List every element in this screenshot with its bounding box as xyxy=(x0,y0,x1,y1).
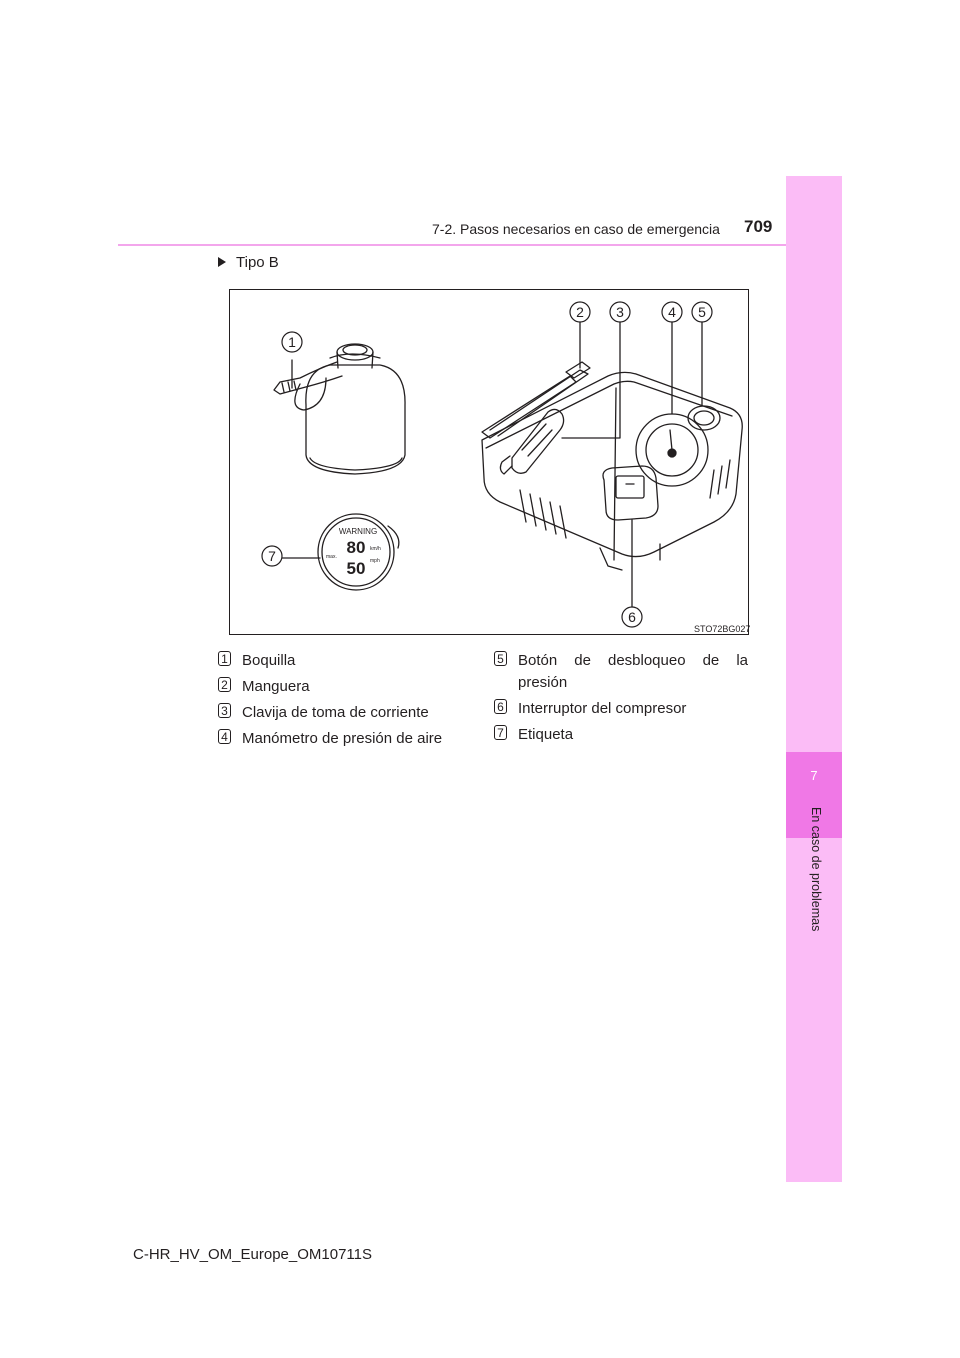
callout-3 xyxy=(610,302,630,322)
label-warning-text: WARNING xyxy=(338,527,378,536)
svg-text:1: 1 xyxy=(288,334,296,350)
label-max-text: max. xyxy=(326,554,337,560)
legend-text-line2: presión xyxy=(518,674,568,691)
figure-code: STO72BG027 xyxy=(694,624,751,634)
chapter-label: En caso de problemas xyxy=(809,807,823,932)
header-rule xyxy=(118,244,786,246)
footer-doc-id: C-HR_HV_OM_Europe_OM10711S xyxy=(133,1246,372,1263)
label-unit-top: km/h xyxy=(370,546,381,552)
sealant-bottle-body xyxy=(306,365,405,474)
legend-number-badge: 1 xyxy=(218,651,231,666)
triangle-bullet-icon xyxy=(218,257,226,267)
callout-6 xyxy=(622,607,642,627)
subtitle xyxy=(218,254,279,271)
sealant-bottle-neck xyxy=(337,344,373,360)
svg-text:3: 3 xyxy=(616,304,624,320)
legend-text: Interruptor del compresor xyxy=(518,700,687,717)
label-unit-bottom: mph xyxy=(370,558,380,564)
legend-right xyxy=(494,650,750,760)
pressure-release-button xyxy=(688,406,720,430)
callout-1 xyxy=(282,332,302,352)
legend-number-badge: 6 xyxy=(494,699,507,714)
compressor-switch xyxy=(603,466,658,520)
legend-left xyxy=(218,650,458,760)
legend-text: Manómetro de presión de aire xyxy=(242,730,443,747)
sealant-bottle-base xyxy=(310,458,402,470)
svg-text:5: 5 xyxy=(698,304,706,320)
legend-number-badge: 4 xyxy=(218,729,231,744)
legend-number-badge: 7 xyxy=(494,725,507,740)
page-number: 709 xyxy=(744,217,773,236)
legend-text: Clavija de toma de corriente xyxy=(242,704,429,721)
svg-text:4: 4 xyxy=(668,304,676,320)
compressor-kit-illustration xyxy=(230,290,751,634)
legend-number-badge: 3 xyxy=(218,703,231,718)
callout-5 xyxy=(692,302,712,322)
legend-text-line1: Botón de desbloqueo de la xyxy=(518,652,748,669)
subtitle-text: Tipo B xyxy=(236,254,279,271)
section-title: 7-2. Pasos necesarios en caso de emergencia xyxy=(432,221,720,237)
legend-text: Etiqueta xyxy=(518,726,574,743)
legend-text: Boquilla xyxy=(242,652,296,669)
legend-number-badge: 5 xyxy=(494,651,507,666)
callout-2 xyxy=(570,302,590,322)
svg-text:2: 2 xyxy=(576,304,584,320)
sealant-nozzle xyxy=(274,362,342,394)
chapter-side-tab xyxy=(786,176,842,1182)
svg-text:6: 6 xyxy=(628,609,636,625)
label-speed-top: 80 xyxy=(346,538,366,557)
figure-frame xyxy=(229,289,749,635)
chapter-number: 7 xyxy=(810,768,818,783)
label-speed-bottom: 50 xyxy=(346,559,366,578)
callout-4 xyxy=(662,302,682,322)
callout-7 xyxy=(262,546,282,566)
svg-text:7: 7 xyxy=(268,548,276,564)
compressor-body xyxy=(482,372,742,556)
legend-text: Manguera xyxy=(242,678,310,695)
compressor-handle xyxy=(482,376,576,438)
legend-number-badge: 2 xyxy=(218,677,231,692)
